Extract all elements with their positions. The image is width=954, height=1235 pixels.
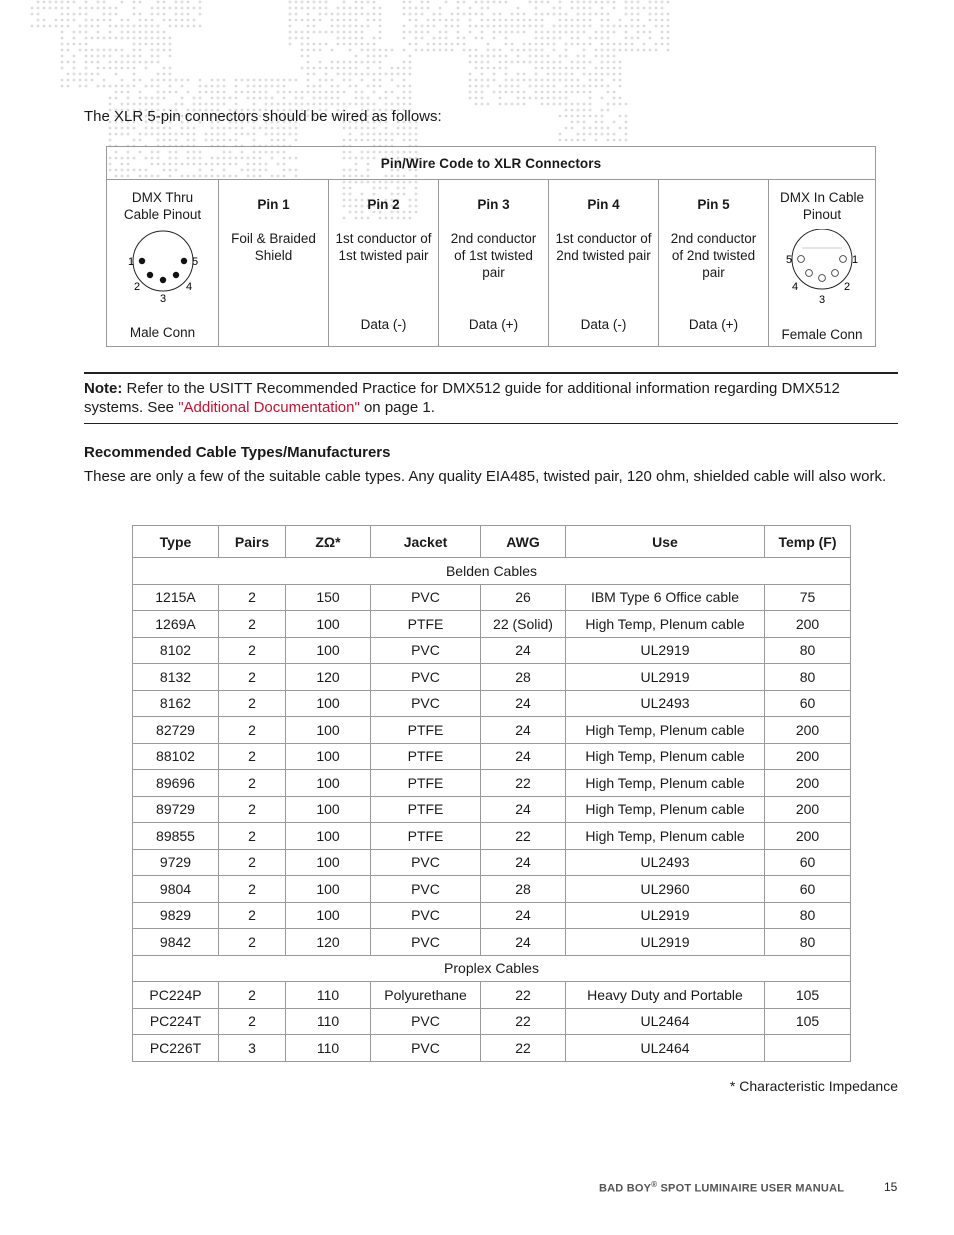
table-cell: 24 bbox=[481, 849, 566, 876]
table-cell: PTFE bbox=[371, 717, 481, 744]
female-pin-1-label: 1 bbox=[852, 254, 859, 266]
male-pin-4-label: 4 bbox=[185, 281, 192, 293]
table-cell: 1269A bbox=[133, 611, 219, 638]
female-pin-2-label: 2 bbox=[844, 281, 851, 293]
male-connector-title: DMX Thru Cable Pinout bbox=[123, 190, 202, 222]
note-text-after: on page 1. bbox=[359, 399, 435, 416]
table-cell: 24 bbox=[481, 743, 566, 770]
table-cell: PVC bbox=[371, 849, 481, 876]
table-cell: 60 bbox=[765, 876, 851, 903]
table-cell: 24 bbox=[481, 796, 566, 823]
table-row bbox=[133, 902, 851, 929]
table-cell: 80 bbox=[765, 902, 851, 929]
footer-manual-title bbox=[599, 1180, 844, 1195]
column-header: Use bbox=[566, 526, 765, 558]
table-cell: UL2464 bbox=[566, 1035, 765, 1062]
table-cell: 100 bbox=[286, 690, 371, 717]
cable-section-heading: Recommended Cable Types/Manufacturers bbox=[84, 444, 391, 461]
table-row bbox=[133, 611, 851, 638]
column-header: ZΩ* bbox=[286, 526, 371, 558]
column-header: Jacket bbox=[371, 526, 481, 558]
pin-4-data: Data (-) bbox=[580, 317, 627, 332]
column-header: Temp (F) bbox=[765, 526, 851, 558]
table-cell: 24 bbox=[481, 902, 566, 929]
table-cell: 100 bbox=[286, 796, 371, 823]
table-cell: 2 bbox=[219, 664, 286, 691]
table-cell: High Temp, Plenum cable bbox=[566, 717, 765, 744]
table-cell: 110 bbox=[286, 982, 371, 1009]
cable-group-row bbox=[133, 955, 851, 982]
table-cell bbox=[765, 1035, 851, 1062]
table-cell: 200 bbox=[765, 796, 851, 823]
table-cell: 28 bbox=[481, 876, 566, 903]
table-cell: 8132 bbox=[133, 664, 219, 691]
pin-2-cell bbox=[329, 180, 439, 347]
pin-4-desc: 1st conductor of 2nd twisted pair bbox=[555, 231, 652, 263]
cable-group-row bbox=[133, 558, 851, 585]
table-cell: 2 bbox=[219, 584, 286, 611]
footer-title-prefix: BAD BOY bbox=[599, 1182, 652, 1195]
table-cell: High Temp, Plenum cable bbox=[566, 611, 765, 638]
table-cell: UL2493 bbox=[566, 690, 765, 717]
table-cell: PTFE bbox=[371, 770, 481, 797]
intro-text: The XLR 5-pin connectors should be wired as follows: bbox=[84, 108, 442, 125]
table-row bbox=[133, 1008, 851, 1035]
table-cell: PVC bbox=[371, 929, 481, 956]
table-cell: 2 bbox=[219, 876, 286, 903]
table-cell: UL2464 bbox=[566, 1008, 765, 1035]
table-cell: 100 bbox=[286, 823, 371, 850]
female-connector-cell bbox=[769, 180, 875, 347]
table-cell: 2 bbox=[219, 717, 286, 744]
table-cell: 100 bbox=[286, 743, 371, 770]
table-cell: Heavy Duty and Portable bbox=[566, 982, 765, 1009]
table-cell: UL2919 bbox=[566, 902, 765, 929]
table-cell: 100 bbox=[286, 902, 371, 929]
table-cell: 24 bbox=[481, 717, 566, 744]
table-cell: 9842 bbox=[133, 929, 219, 956]
male-pin-5-label: 5 bbox=[191, 256, 198, 268]
table-row bbox=[133, 770, 851, 797]
table-cell: PTFE bbox=[371, 796, 481, 823]
table-cell: PC224P bbox=[133, 982, 219, 1009]
pin-4-cell bbox=[549, 180, 659, 347]
female-pin-5-label: 5 bbox=[786, 254, 793, 266]
table-cell: 2 bbox=[219, 770, 286, 797]
table-cell: UL2919 bbox=[566, 637, 765, 664]
male-pin-3-label: 3 bbox=[159, 293, 166, 305]
pin-1-cell bbox=[219, 180, 329, 347]
table-cell: 100 bbox=[286, 637, 371, 664]
table-row bbox=[133, 717, 851, 744]
page-number: 15 bbox=[884, 1180, 898, 1194]
table-cell: UL2960 bbox=[566, 876, 765, 903]
table-cell: 80 bbox=[765, 664, 851, 691]
female-pin-4-label: 4 bbox=[792, 281, 799, 293]
table-cell: PVC bbox=[371, 902, 481, 929]
pin-2-data: Data (-) bbox=[360, 317, 407, 332]
table-cell: UL2919 bbox=[566, 664, 765, 691]
table-cell: 2 bbox=[219, 611, 286, 638]
cable-group-label: Belden Cables bbox=[133, 558, 851, 585]
pin-table-title: Pin/Wire Code to XLR Connectors bbox=[107, 147, 875, 180]
pin-1-desc: Foil & Braided Shield bbox=[231, 231, 316, 263]
male-pin-1-label: 1 bbox=[127, 256, 134, 268]
cable-section-body: These are only a few of the suitable cable types. Any quality EIA485, twisted pair, 120 ohm, shielded cable will also work. bbox=[84, 468, 887, 485]
table-cell: High Temp, Plenum cable bbox=[566, 823, 765, 850]
note-text-before: Refer to the USITT Recommended Practice for DMX512 guide for additional information regarding DMX512 systems. See bbox=[84, 380, 840, 416]
table-cell: PVC bbox=[371, 1035, 481, 1062]
table-cell: 120 bbox=[286, 664, 371, 691]
table-cell: PVC bbox=[371, 637, 481, 664]
table-cell: UL2493 bbox=[566, 849, 765, 876]
table-row bbox=[133, 743, 851, 770]
table-cell: 105 bbox=[765, 982, 851, 1009]
female-pin-3-label: 3 bbox=[819, 294, 826, 306]
table-row bbox=[133, 637, 851, 664]
table-cell: 100 bbox=[286, 611, 371, 638]
footnote: * Characteristic Impedance bbox=[729, 1078, 898, 1094]
table-cell: 22 (Solid) bbox=[481, 611, 566, 638]
table-cell: UL2919 bbox=[566, 929, 765, 956]
male-xlr-connector-icon bbox=[113, 229, 213, 309]
table-cell: 82729 bbox=[133, 717, 219, 744]
pin-1-name: Pin 1 bbox=[257, 197, 290, 212]
table-cell: PVC bbox=[371, 876, 481, 903]
table-cell: 60 bbox=[765, 690, 851, 717]
pin-2-desc: 1st conductor of 1st twisted pair bbox=[335, 231, 432, 263]
table-cell: 200 bbox=[765, 611, 851, 638]
table-cell: PC224T bbox=[133, 1008, 219, 1035]
table-cell: 26 bbox=[481, 584, 566, 611]
table-row bbox=[133, 823, 851, 850]
table-cell: PC226T bbox=[133, 1035, 219, 1062]
female-connector-title: DMX In Cable Pinout bbox=[779, 190, 865, 222]
table-cell: 200 bbox=[765, 770, 851, 797]
table-row bbox=[133, 1035, 851, 1062]
table-row bbox=[133, 796, 851, 823]
female-connector-label: Female Conn bbox=[781, 327, 863, 342]
table-cell: 2 bbox=[219, 929, 286, 956]
table-cell: 2 bbox=[219, 743, 286, 770]
note-box bbox=[84, 372, 898, 424]
table-row bbox=[133, 664, 851, 691]
table-cell: 120 bbox=[286, 929, 371, 956]
table-cell: 2 bbox=[219, 849, 286, 876]
table-cell: 2 bbox=[219, 690, 286, 717]
table-cell: 22 bbox=[481, 823, 566, 850]
table-cell: 2 bbox=[219, 982, 286, 1009]
table-cell: 28 bbox=[481, 664, 566, 691]
table-cell: High Temp, Plenum cable bbox=[566, 796, 765, 823]
table-cell: 22 bbox=[481, 1035, 566, 1062]
table-cell: 105 bbox=[765, 1008, 851, 1035]
table-cell: 9829 bbox=[133, 902, 219, 929]
cable-table-header-row bbox=[133, 526, 851, 558]
table-cell: PTFE bbox=[371, 743, 481, 770]
male-connector-label: Male Conn bbox=[129, 325, 196, 340]
pin-4-name: Pin 4 bbox=[587, 197, 620, 212]
table-cell: 24 bbox=[481, 929, 566, 956]
table-cell: 24 bbox=[481, 690, 566, 717]
table-cell: 89855 bbox=[133, 823, 219, 850]
table-cell: 80 bbox=[765, 929, 851, 956]
table-cell: 80 bbox=[765, 637, 851, 664]
note-label: Note: bbox=[84, 380, 123, 397]
pin-5-cell bbox=[659, 180, 769, 347]
table-cell: 88102 bbox=[133, 743, 219, 770]
table-cell: 100 bbox=[286, 876, 371, 903]
pin-3-data: Data (+) bbox=[468, 317, 519, 332]
table-cell: 8102 bbox=[133, 637, 219, 664]
table-cell: 2 bbox=[219, 902, 286, 929]
additional-documentation-link[interactable]: "Additional Documentation" bbox=[178, 399, 360, 416]
table-row bbox=[133, 690, 851, 717]
table-cell: 100 bbox=[286, 717, 371, 744]
pin-wire-table bbox=[106, 146, 876, 347]
pin-5-desc: 2nd conductor of 2nd twisted pair bbox=[670, 231, 757, 280]
table-row bbox=[133, 982, 851, 1009]
cable-group-label: Proplex Cables bbox=[133, 955, 851, 982]
table-cell: 9729 bbox=[133, 849, 219, 876]
female-xlr-connector-icon bbox=[772, 229, 872, 309]
table-cell: 100 bbox=[286, 770, 371, 797]
table-cell: 22 bbox=[481, 770, 566, 797]
table-cell: 200 bbox=[765, 743, 851, 770]
table-cell: PVC bbox=[371, 1008, 481, 1035]
table-cell: 2 bbox=[219, 823, 286, 850]
column-header: Type bbox=[133, 526, 219, 558]
table-cell: 89696 bbox=[133, 770, 219, 797]
table-row bbox=[133, 849, 851, 876]
pin-2-name: Pin 2 bbox=[367, 197, 400, 212]
table-cell: 75 bbox=[765, 584, 851, 611]
table-cell: Polyurethane bbox=[371, 982, 481, 1009]
table-cell: PVC bbox=[371, 664, 481, 691]
table-cell: 60 bbox=[765, 849, 851, 876]
table-cell: 22 bbox=[481, 1008, 566, 1035]
male-pin-2-label: 2 bbox=[133, 281, 140, 293]
column-header: Pairs bbox=[219, 526, 286, 558]
pin-5-name: Pin 5 bbox=[697, 197, 730, 212]
table-cell: 2 bbox=[219, 1008, 286, 1035]
table-cell: 2 bbox=[219, 796, 286, 823]
table-row bbox=[133, 929, 851, 956]
table-cell: High Temp, Plenum cable bbox=[566, 770, 765, 797]
table-cell: 1215A bbox=[133, 584, 219, 611]
table-cell: 110 bbox=[286, 1008, 371, 1035]
table-cell: 3 bbox=[219, 1035, 286, 1062]
table-cell: 150 bbox=[286, 584, 371, 611]
table-cell: PTFE bbox=[371, 823, 481, 850]
table-cell: PVC bbox=[371, 690, 481, 717]
table-cell: 89729 bbox=[133, 796, 219, 823]
table-cell: PTFE bbox=[371, 611, 481, 638]
table-cell: 200 bbox=[765, 717, 851, 744]
column-header: AWG bbox=[481, 526, 566, 558]
table-cell: PVC bbox=[371, 584, 481, 611]
cable-types-table bbox=[132, 525, 851, 1062]
table-cell: 8162 bbox=[133, 690, 219, 717]
table-cell: 22 bbox=[481, 982, 566, 1009]
table-cell: High Temp, Plenum cable bbox=[566, 743, 765, 770]
pin-3-name: Pin 3 bbox=[477, 197, 510, 212]
table-cell: 9804 bbox=[133, 876, 219, 903]
table-cell: 100 bbox=[286, 849, 371, 876]
table-cell: 2 bbox=[219, 637, 286, 664]
table-cell: IBM Type 6 Office cable bbox=[566, 584, 765, 611]
table-cell: 200 bbox=[765, 823, 851, 850]
male-connector-cell bbox=[107, 180, 219, 347]
table-row bbox=[133, 876, 851, 903]
table-cell: 110 bbox=[286, 1035, 371, 1062]
registered-mark: ® bbox=[651, 1180, 658, 1189]
footer-title-suffix: SPOT LUMINAIRE USER MANUAL bbox=[657, 1182, 845, 1195]
pin-3-desc: 2nd conductor of 1st twisted pair bbox=[450, 231, 537, 280]
table-row bbox=[133, 584, 851, 611]
pin-5-data: Data (+) bbox=[688, 317, 739, 332]
table-cell: 24 bbox=[481, 637, 566, 664]
pin-3-cell bbox=[439, 180, 549, 347]
